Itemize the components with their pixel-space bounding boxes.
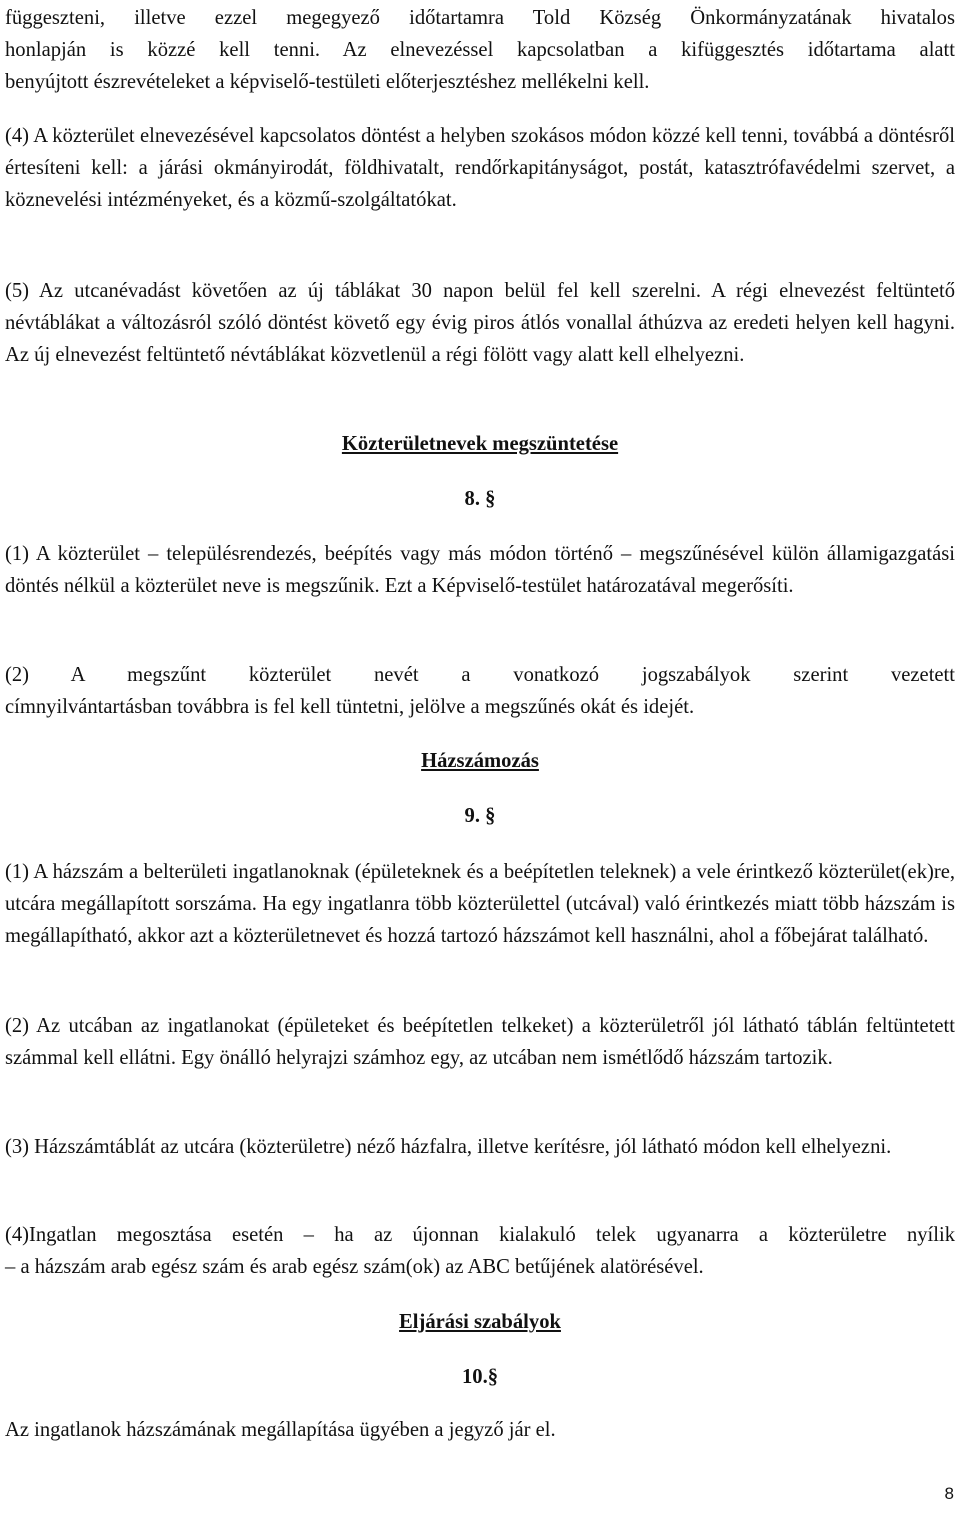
section-8-number: 8. § [464, 488, 496, 510]
intro-line-1: függeszteni, illetve ezzel megegyező időtartamra Told Község Önkormányzatának hivatalos [5, 7, 955, 29]
section-8-paragraph-1 [5, 538, 955, 602]
section-8-paragraph-1-text: (1) A közterület – településrendezés, beépítés vagy más módon történő – megszűnésével külön államigazgatási döntés nélkül a közterület neve is megszűnik. Ezt a Képviselő-testület határozatával megerősíti. [5, 543, 955, 597]
section-9-number: 9. § [464, 805, 496, 827]
section-9-paragraph-4-line-2: – a házszám arab egész szám és arab egész szám(ok) az ABC betűjének alatörésével. [5, 1256, 704, 1278]
section-8-heading: Közterületnevek megszüntetése [341, 433, 619, 455]
section-9-paragraph-2 [5, 1010, 955, 1074]
section-9-paragraph-1 [5, 856, 955, 952]
paragraph-4-text: (4) A közterület elnevezésével kapcsolatos döntést a helyben szokásos módon közzé kell tenni, továbbá a döntésről értesíteni kell: a járási okmányirodát, földhivatalt, rendőrkapitányságot, postát, katasztrófavédelmi szervet, a köznevelési intézményeket, és a közmű-szolgáltatókat. [5, 125, 955, 211]
section-9-paragraph-1-text: (1) A házszám a belterületi ingatlanoknak (épületeknek és a beépítetlen teleknek) a vele érintkező közterület(ek)re, utcára megállapított sorszáma. Ha egy ingatlanra több közterülettel (utcával) való érintkezés miatt több házszám is megállapítható, akkor azt a közterületnevet és hozzá tartozó házszámot kell használni, ahol a főbejárat található. [5, 861, 955, 947]
section-10-paragraph-1 [5, 1414, 955, 1446]
section-10-paragraph-1-text: Az ingatlanok házszámának megállapítása ügyében a jegyző jár el. [5, 1419, 556, 1441]
section-10-number: 10.§ [461, 1366, 499, 1388]
section-10-heading: Eljárási szabályok [399, 1311, 561, 1333]
section-9-heading: Házszámozás [421, 750, 539, 772]
intro-paragraph [5, 2, 955, 98]
intro-line-3: benyújtott észrevételeket a képviselő-testületi előterjesztéshez mellékelni kell. [5, 71, 650, 93]
section-9-paragraph-4-line-1: (4)Ingatlan megosztása esetén – ha az újonnan kialakuló telek ugyanarra a közterületre nyílik [5, 1224, 955, 1246]
paragraph-4 [5, 120, 955, 216]
section-9-paragraph-4 [5, 1219, 955, 1283]
section-8-paragraph-2-line-1: (2) A megszűnt közterület nevét a vonatkozó jogszabályok szerint vezetett [5, 664, 955, 686]
section-8-paragraph-2 [5, 659, 955, 723]
page-number: 8 [944, 1484, 954, 1503]
section-9-paragraph-2-text: (2) Az utcában az ingatlanokat (épületeket és beépítetlen telkeket) a közterületről jól látható táblán feltüntetett számmal kell ellátni. Egy önálló helyrajzi számhoz egy, az utcában nem ismétlődő házszám tartozik. [5, 1015, 955, 1069]
section-9-paragraph-3-text: (3) Házszámtáblát az utcára (közterületre) néző házfalra, illetve kerítésre, jól látható módon kell elhelyezni. [5, 1136, 892, 1158]
paragraph-5-text: (5) Az utcanévadást követően az új táblákat 30 napon belül fel kell szerelni. A régi elnevezést feltüntető névtáblákat a változásról szóló döntést követő egy évig piros átlós vonallal áthúzva az eredeti helyen kell hagyni. Az új elnevezést feltüntető névtáblákat közvetlenül a régi fölött vagy alatt kell elhelyezni. [5, 280, 955, 366]
section-9-paragraph-3 [5, 1131, 955, 1163]
intro-line-2: honlapján is közzé kell tenni. Az elnevezéssel kapcsolatban a kifüggesztés időtartama alatt [5, 39, 955, 61]
section-8-paragraph-2-line-2: címnyilvántartásban továbbra is fel kell tüntetni, jelölve a megszűnés okát és idejét. [5, 696, 695, 718]
paragraph-5 [5, 275, 955, 371]
